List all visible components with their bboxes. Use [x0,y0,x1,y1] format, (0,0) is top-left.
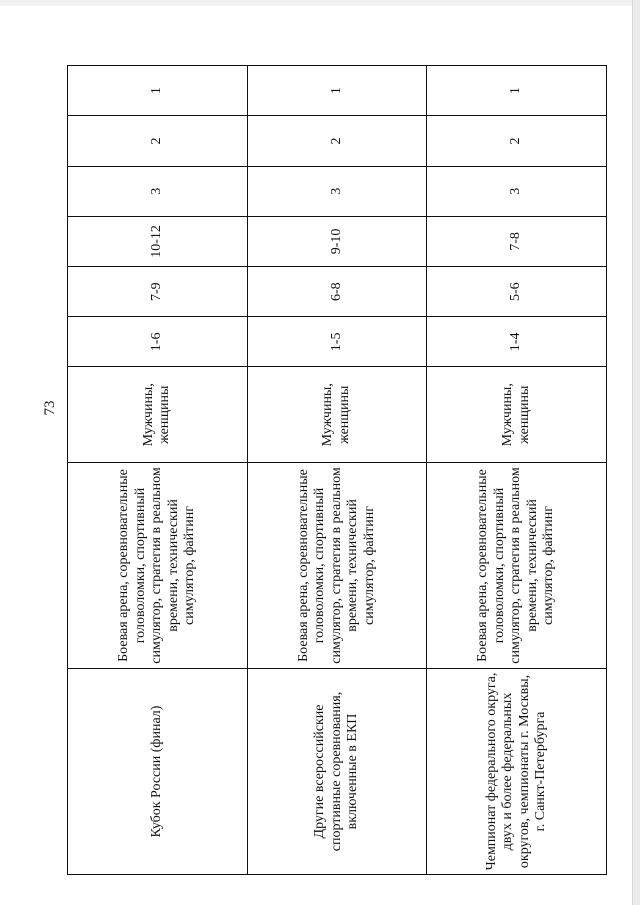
places-cell: 7-8 [427,216,607,266]
gender-cell: Мужчины, женщины [68,367,248,462]
table-row [247,66,427,875]
places-cell: 7-9 [68,267,248,317]
places-cell: 2 [427,116,607,166]
places-cell: 2 [68,116,248,166]
places-cell: 1-6 [68,317,248,367]
competition-table [67,65,607,875]
scan-right-edge [632,0,640,905]
places-cell: 6-8 [247,267,427,317]
places-cell: 3 [247,166,427,216]
disciplines-cell: Боевая арена, соревновательные головоломки, спортивный симулятор, стратегия в реальном времени, технический симулятор, файтинг [427,462,607,668]
places-cell: 1-5 [247,317,427,367]
places-cell: 1 [427,66,607,116]
places-cell: 10-12 [68,216,248,266]
gender-cell: Мужчины, женщины [427,367,607,462]
table-row [68,66,248,875]
table-row [427,66,607,875]
gender-cell: Мужчины, женщины [247,367,427,462]
disciplines-cell: Боевая арена, соревновательные головоломки, спортивный симулятор, стратегия в реальном времени, технический симулятор, файтинг [68,462,248,668]
disciplines-cell: Боевая арена, соревновательные головоломки, спортивный симулятор, стратегия в реальном времени, технический симулятор, файтинг [247,462,427,668]
competition-name-cell: Чемпионат федерального округа, двух и более федеральных округов, чемпионаты г. Москвы, г. Санкт-Петербурга [427,668,607,874]
places-cell: 1-4 [427,317,607,367]
page-number: 73 [42,400,58,416]
places-cell: 1 [247,66,427,116]
rotated-page [42,65,607,875]
competition-name-cell: Кубок России (финал) [68,668,248,874]
places-cell: 3 [68,166,248,216]
places-cell: 1 [68,66,248,116]
scan-top-edge [0,0,640,6]
places-cell: 5-6 [427,267,607,317]
places-cell: 3 [427,166,607,216]
places-cell: 9-10 [247,216,427,266]
places-cell: 2 [247,116,427,166]
competition-name-cell: Другие всероссийские спортивные соревнования, включенные в ЕКП [247,668,427,874]
